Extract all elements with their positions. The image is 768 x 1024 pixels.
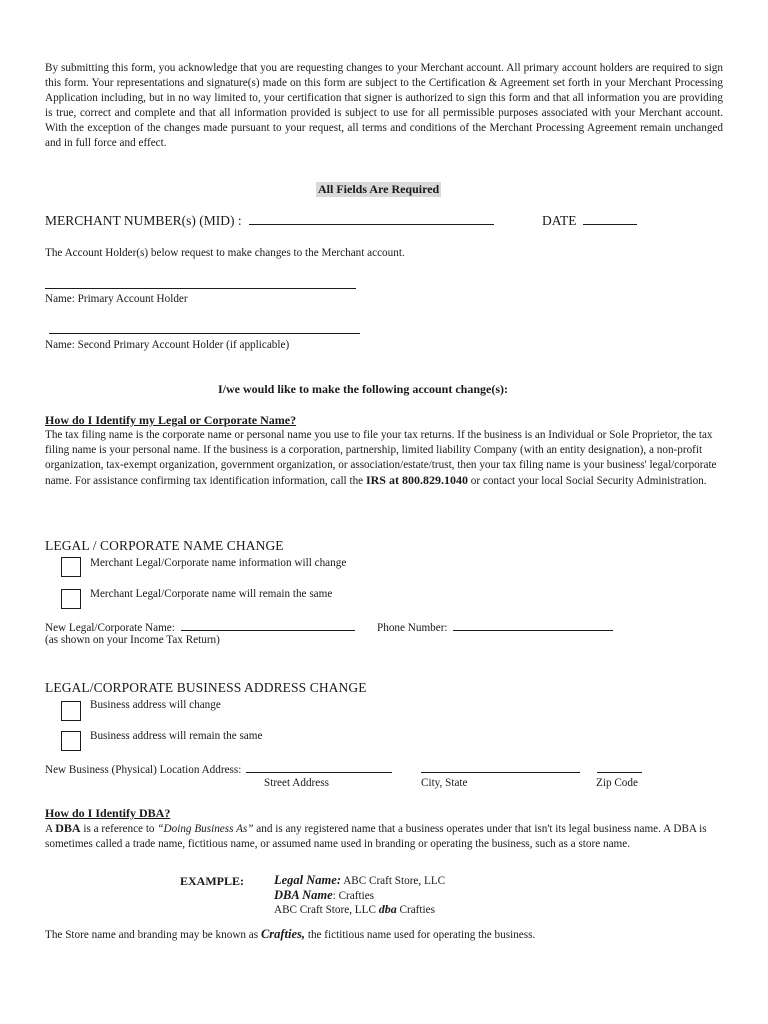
merchant-number-input[interactable] (249, 213, 494, 225)
street-address-caption: Street Address (264, 777, 329, 789)
dba-term: DBA (55, 821, 81, 835)
zip-code-caption: Zip Code (596, 777, 638, 789)
store-text-1: The Store name and branding may be known as (45, 929, 259, 941)
address-will-change-checkbox[interactable] (61, 701, 81, 721)
address-same-label: Business address will remain the same (90, 730, 263, 742)
city-state-caption: City, State (421, 777, 468, 789)
address-change-title: LEGAL/CORPORATE BUSINESS ADDRESS CHANGE (45, 680, 367, 695)
merchant-number-row (45, 213, 494, 229)
income-tax-note: (as shown on your Income Tax Return) (45, 634, 220, 646)
example-dba-name-key: DBA Name (274, 887, 333, 902)
required-notice: All Fields Are Required (318, 182, 440, 196)
acknowledgement-paragraph: By submitting this form, you acknowledge that you are requesting changes to your Merchant account. All primary account holders are required to sign this form. Your representations and signature(s) made on this form are subject to the Certification & Agreement set forth in your Merchant Processing Application including, but in no way limited to, your certification that signer is authorized to sign this form and that all information you are providing is true, correct and complete and that all information provided is subject to use for all permissible purposes associated with your Merchant account. With the exception of the changes made pursuant to your request, all terms and conditions of the Merchant Processing Agreement remain unchanged and in full force and effect. (45, 62, 723, 149)
legal-name-change-title: LEGAL / CORPORATE NAME CHANGE (45, 538, 284, 553)
legal-name-will-change-label: Merchant Legal/Corporate name information will change (90, 557, 347, 569)
phone-number-row (377, 619, 613, 636)
store-name: Crafties, (260, 927, 306, 941)
merchant-number-label: MERCHANT NUMBER(s) (MID) : (45, 213, 242, 228)
example-dba-name (274, 889, 445, 904)
example-combined (274, 903, 445, 918)
address-label: New Business (Physical) Location Address: (45, 764, 242, 776)
dba-help-text (45, 821, 723, 852)
example-legal-name-key: Legal Name: (274, 873, 341, 887)
legal-name-help-text-1: The tax filing name is the corporate name or personal name you use to file your tax returns. If the business is an Individual or Sole Proprietor, the tax filing name is your personal name. If the business is a corporation, partnership, limited liability Company (with an entity designation), a non-profit organization, tax-exempt organization, government organization, or association/estate/trust, then your tax filing name is your business' legal/corporate name. For assistance confirming tax identification information, call the (45, 429, 717, 487)
address-same-checkbox[interactable] (61, 731, 81, 751)
store-name-text (45, 927, 535, 943)
second-holder-signature-line[interactable] (49, 333, 360, 334)
date-input[interactable] (583, 213, 637, 225)
new-legal-name-label: New Legal/Corporate Name: (45, 622, 175, 634)
example-legal-name-value: ABC Craft Store, LLC (343, 875, 446, 887)
city-state-input[interactable] (421, 761, 580, 773)
legal-name-help-heading: How do I Identify my Legal or Corporate Name? (45, 413, 297, 427)
irs-phone: IRS at 800.829.1040 (365, 473, 468, 487)
legal-name-will-change-checkbox[interactable] (61, 557, 81, 577)
example-legal-name (274, 874, 445, 889)
example-combined-dba: dba (378, 902, 397, 916)
second-holder-label: Name: Second Primary Account Holder (if applicable) (45, 339, 290, 351)
changes-heading: I/we would like to make the following account change(s): (218, 382, 508, 396)
legal-name-help-text-2: or contact your local Social Security Administration. (470, 475, 707, 487)
example-combined-suffix: Crafties (399, 904, 435, 916)
example-dba-name-value: : Crafties (332, 889, 375, 902)
dba-text-a: A (45, 823, 53, 835)
address-will-change-label: Business address will change (90, 699, 221, 711)
new-legal-name-input[interactable] (181, 619, 355, 631)
legal-name-same-checkbox[interactable] (61, 589, 81, 609)
date-label: DATE (542, 213, 577, 228)
address-row (45, 761, 392, 778)
date-row (542, 213, 637, 229)
primary-holder-label: Name: Primary Account Holder (45, 293, 188, 305)
phone-number-label: Phone Number: (377, 622, 448, 634)
dba-text-1: is a reference to (83, 823, 155, 835)
example-combined-prefix: ABC Craft Store, LLC (274, 904, 376, 916)
example-label: EXAMPLE: (180, 874, 244, 888)
example-block (274, 874, 445, 918)
dba-text-2: and is any registered name that a business operates under that isn't its legal business name. A DBA is sometimes called a trade name, fictitious name, or assumed name used in branding or operating the business, such as a store name. (45, 823, 707, 850)
store-text-2: the fictitious name used for operating the business. (307, 929, 536, 941)
street-address-input[interactable] (246, 761, 392, 773)
dba-quote: “Doing Business As” (157, 823, 254, 835)
zip-code-input[interactable] (597, 761, 642, 773)
dba-help-heading: How do I Identify DBA? (45, 806, 171, 820)
legal-name-help-text (45, 428, 723, 489)
legal-name-same-label: Merchant Legal/Corporate name will remain the same (90, 588, 333, 600)
phone-number-input[interactable] (453, 619, 613, 631)
primary-holder-signature-line[interactable] (45, 288, 356, 289)
account-holders-text: The Account Holder(s) below request to make changes to the Merchant account. (45, 247, 405, 259)
